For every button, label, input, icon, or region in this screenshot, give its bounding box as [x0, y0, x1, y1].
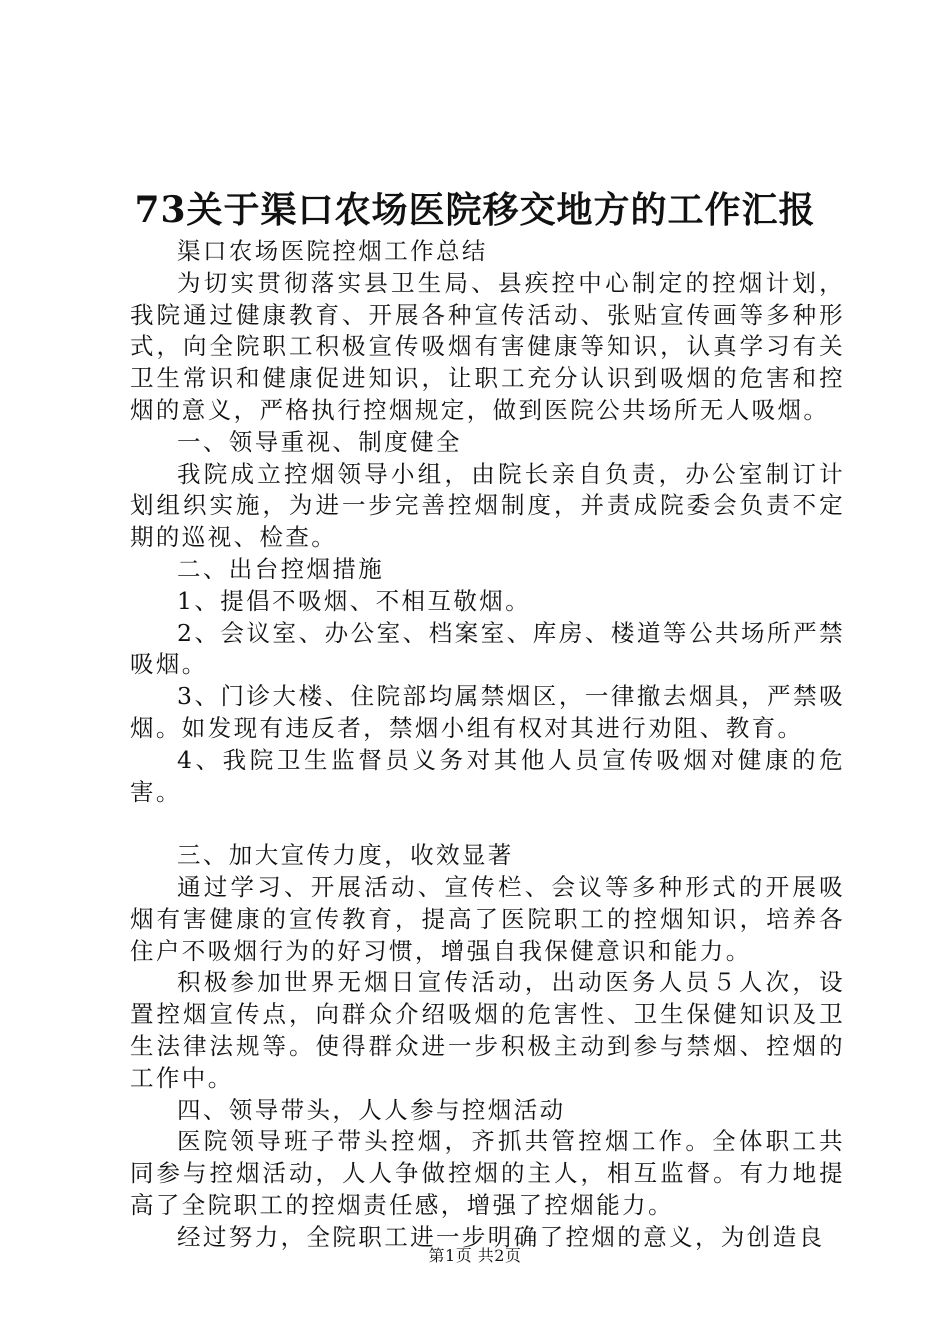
section-heading-1: 一、领导重视、制度健全 — [177, 427, 462, 456]
section-3-paragraph-1: 通过学习、开展活动、宣传栏、会议等多种形式的开展吸烟有害健康的宣传教育，提高了医院职工的控烟知识，培养各住户不吸烟行为的好习惯，增强自我保健意识和能力。 — [130, 872, 845, 965]
section-3-paragraph-2: 积极参加世界无烟日宣传活动，出动医务人员５人次，设置控烟宣传点，向群众介绍吸烟的危害性、卫生保健知识及卫生法律法规等。使得群众进一步积极主动到参与禁烟、控烟的工作中。 — [130, 968, 845, 1092]
section-4-paragraph-2: 经过努力，全院职工进一步明确了控烟的意义，为创造良 — [177, 1222, 825, 1251]
page-footer: 第1页 共2页 — [428, 1246, 522, 1265]
section-1-paragraph: 我院成立控烟领导小组，由院长亲自负责，办公室制订计划组织实施，为进一步完善控烟制度，并责成院委会负责不定期的巡视、检查。 — [130, 459, 845, 552]
subtitle-paragraph: 渠口农场医院控烟工作总结 — [177, 237, 488, 265]
measure-item-2: 2、会议室、办公室、档案室、库房、楼道等公共场所严禁吸烟。 — [130, 618, 845, 679]
document-title: 73关于渠口农场医院移交地方的工作汇报 — [134, 189, 816, 231]
document-body — [130, 236, 845, 1254]
measure-item-1: 1、提倡不吸烟、不相互敬烟。 — [177, 586, 532, 615]
measure-item-3: 3、门诊大楼、住院部均属禁烟区，一律撤去烟具，严禁吸烟。如发现有违反者，禁烟小组有权对其进行劝阻、教育。 — [130, 682, 845, 742]
section-heading-4: 四、领导带头，人人参与控烟活动 — [177, 1095, 566, 1124]
intro-paragraph: 为切实贯彻落实县卫生局、县疾控中心制定的控烟计划，我院通过健康教育、开展各种宣传活动、张贴宣传画等多种形式，向全院职工积极宣传吸烟有害健康等知识，认真学习有关卫生常识和健康促进知识，让职工充分认识到吸烟的危害和控烟的意义，严格执行控烟规定，做到医院公共场所无人吸烟。 — [130, 268, 845, 424]
section-heading-3: 三、加大宣传力度，收效显著 — [177, 841, 514, 870]
blank-line — [130, 808, 845, 840]
section-heading-2: 二、出台控烟措施 — [177, 554, 385, 583]
measure-item-4: 4、我院卫生监督员义务对其他人员宣传吸烟对健康的危害。 — [130, 745, 845, 806]
section-4-paragraph-1: 医院领导班子带头控烟，齐抓共管控烟工作。全体职工共同参与控烟活动，人人争做控烟的主人，相互监督。有力地提高了全院职工的控烟责任感，增强了控烟能力。 — [130, 1127, 845, 1219]
